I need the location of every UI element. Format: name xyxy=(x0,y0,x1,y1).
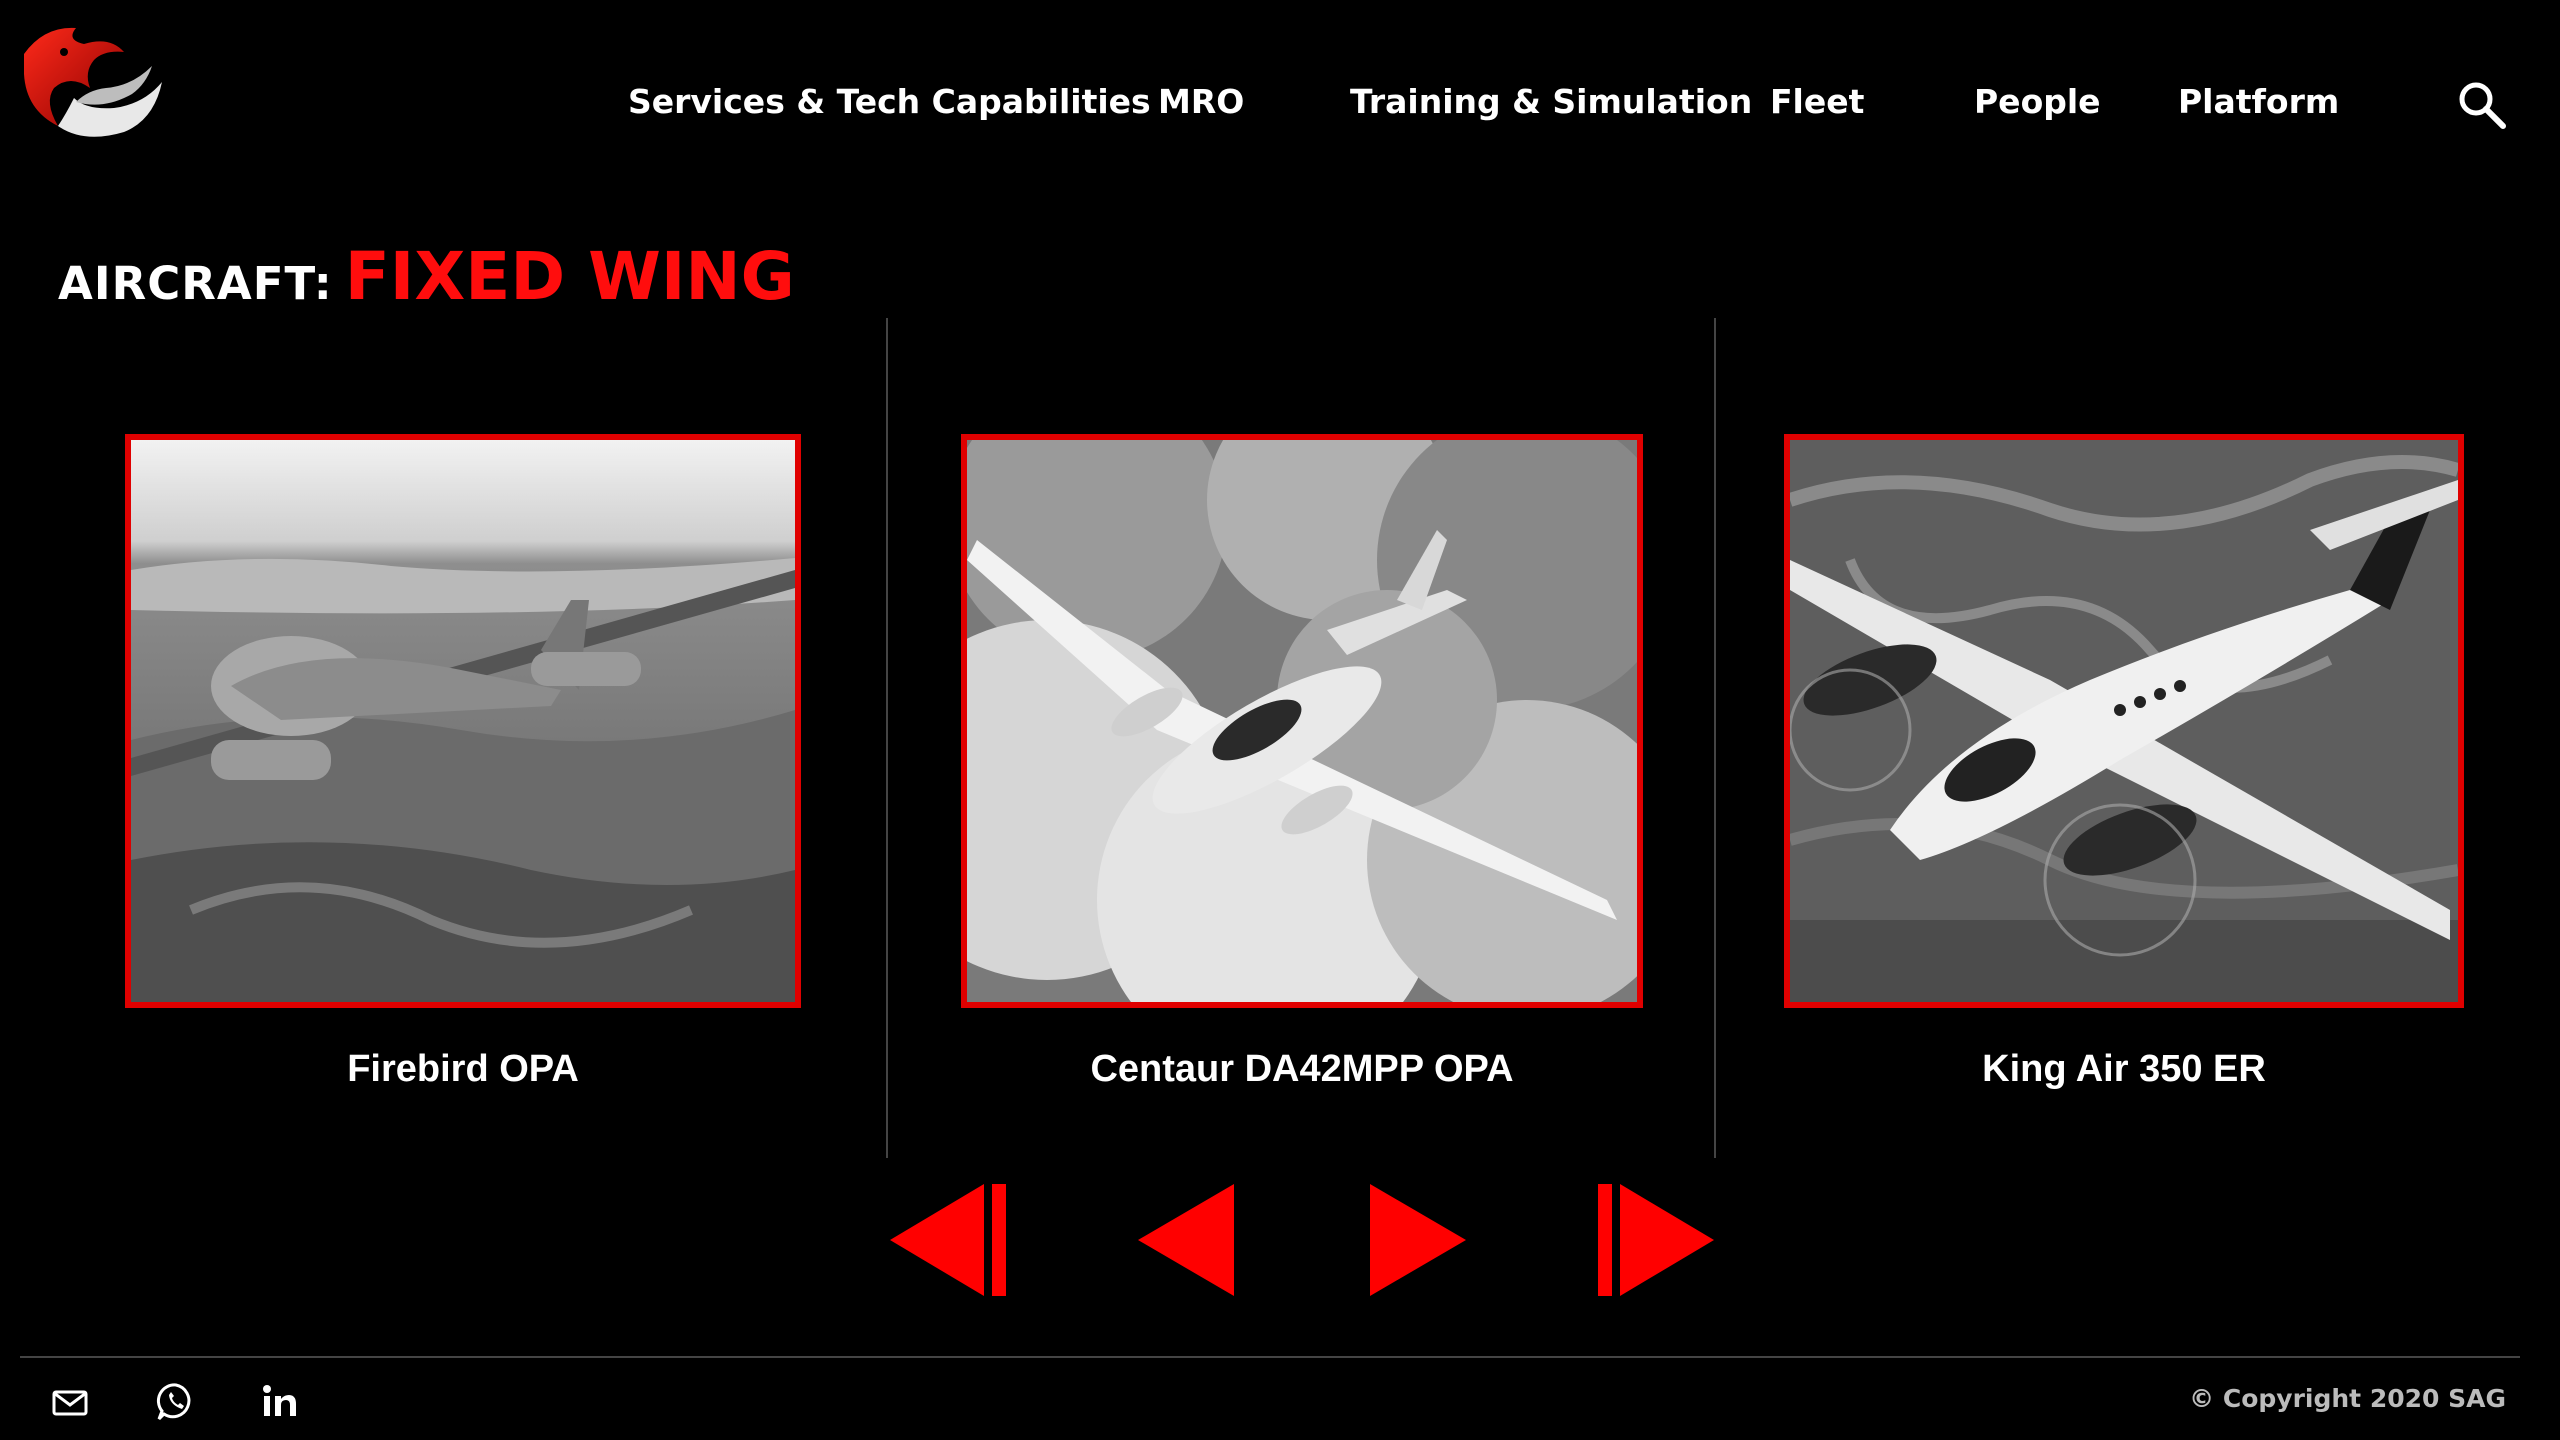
linkedin-link[interactable] xyxy=(258,1380,302,1424)
aircraft-name-king-air: King Air 350 ER xyxy=(1982,1048,2266,1090)
nav-item-training[interactable]: Training & Simulation xyxy=(1350,82,1753,121)
firebird-aircraft-photo xyxy=(131,440,795,1002)
nav-item-mro[interactable]: MRO xyxy=(1158,82,1245,121)
page-title xyxy=(58,238,795,315)
pager-next-button[interactable] xyxy=(1370,1180,1466,1300)
nav-item-services[interactable]: Services & Tech Capabilities xyxy=(628,82,1151,121)
footer-divider xyxy=(20,1356,2520,1358)
copyright-text: © Copyright 2020 SAG xyxy=(2189,1384,2506,1413)
aircraft-card-image-centaur[interactable] xyxy=(961,434,1643,1008)
next-icon xyxy=(1370,1180,1466,1300)
skip-first-icon xyxy=(890,1180,1010,1300)
king-air-aircraft-photo xyxy=(1790,440,2458,1002)
main-nav xyxy=(0,72,2560,132)
linkedin-icon xyxy=(258,1380,302,1424)
nav-item-fleet[interactable]: Fleet xyxy=(1770,82,1865,121)
aircraft-card-image-king-air[interactable] xyxy=(1784,434,2464,1008)
aircraft-name-firebird: Firebird OPA xyxy=(347,1048,579,1090)
search-button[interactable] xyxy=(2455,78,2509,132)
centaur-aircraft-photo xyxy=(967,440,1637,1002)
mail-icon xyxy=(48,1380,92,1424)
pager-last-button[interactable] xyxy=(1594,1180,1714,1300)
column-divider xyxy=(886,318,888,1158)
nav-item-people[interactable]: People xyxy=(1974,82,2101,121)
nav-item-platform[interactable]: Platform xyxy=(2178,82,2340,121)
whatsapp-link[interactable] xyxy=(154,1380,198,1424)
aircraft-card-image-firebird[interactable] xyxy=(125,434,801,1008)
pager-first-button[interactable] xyxy=(890,1180,1010,1300)
pager-previous-button[interactable] xyxy=(1138,1180,1234,1300)
search-icon xyxy=(2455,78,2509,132)
column-divider xyxy=(1714,318,1716,1158)
aircraft-name-centaur: Centaur DA42MPP OPA xyxy=(1090,1048,1514,1090)
skip-last-icon xyxy=(1594,1180,1714,1300)
page-title-accent: FIXED WING xyxy=(344,238,795,315)
previous-icon xyxy=(1138,1180,1234,1300)
page-title-prefix: AIRCRAFT: xyxy=(58,257,333,310)
mail-link[interactable] xyxy=(48,1380,92,1424)
whatsapp-icon xyxy=(154,1380,198,1424)
